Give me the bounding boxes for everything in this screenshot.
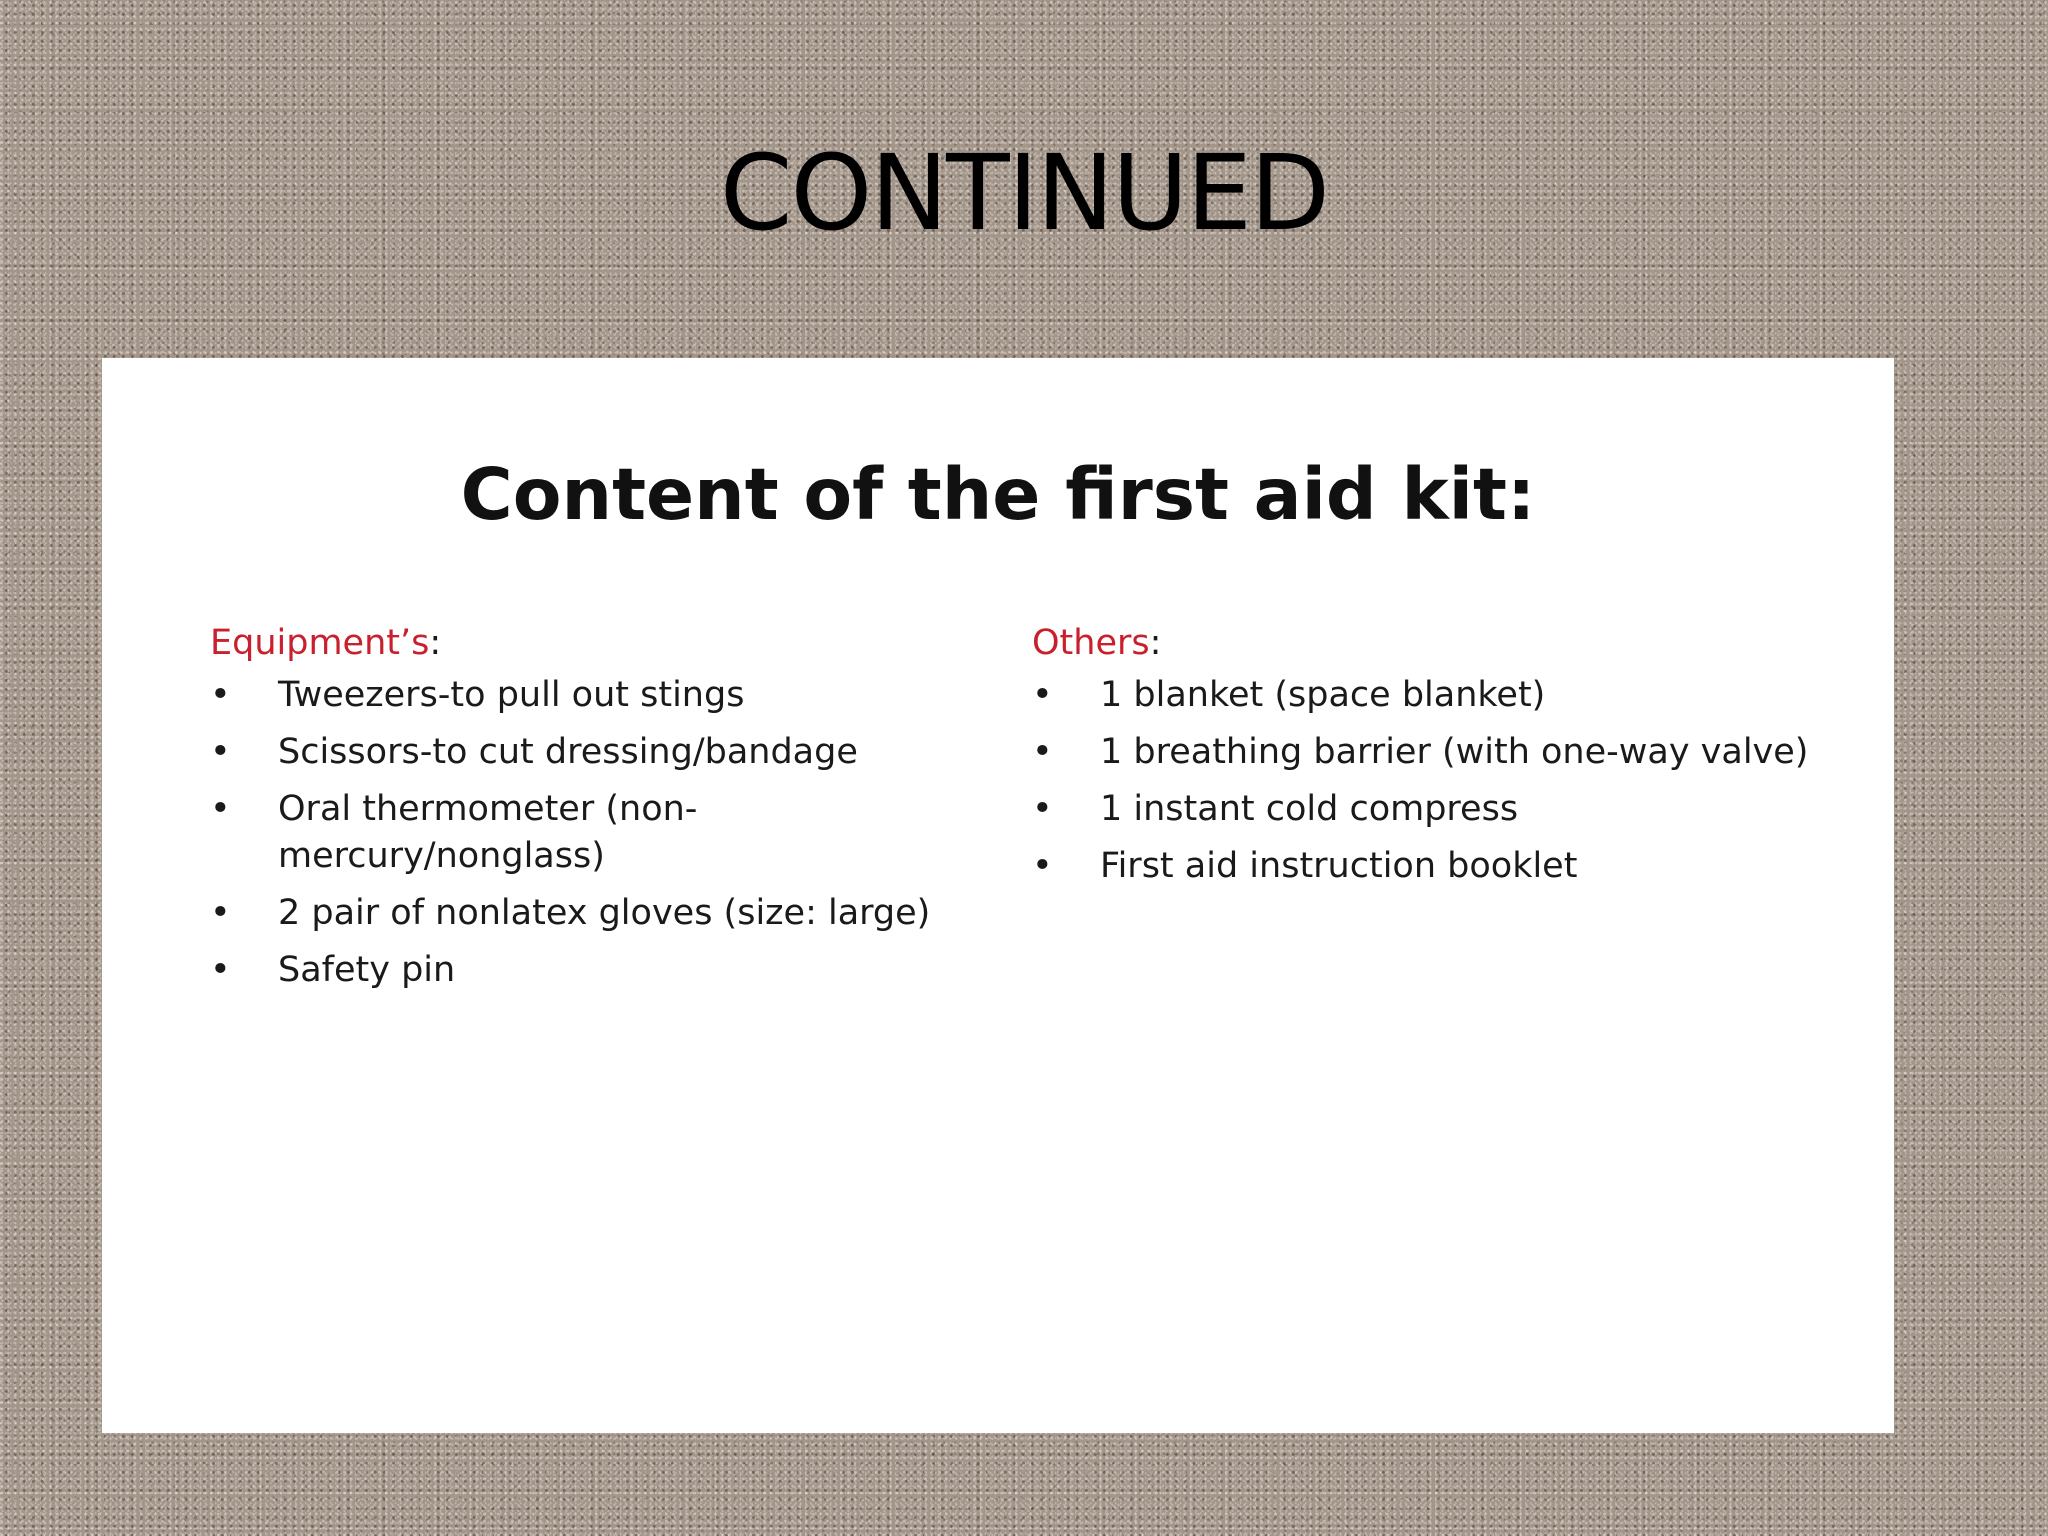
bullet-icon: • — [210, 950, 231, 990]
equipment-header — [210, 614, 970, 672]
list-item-text: 1 breathing barrier (with one-way valve) — [1100, 732, 1809, 772]
list-item — [1032, 729, 1822, 776]
list-item-text: Tweezers-to pull out stings — [278, 675, 745, 715]
list-item-text: 2 pair of nonlatex gloves (size: large) — [278, 893, 931, 933]
list-item-text: First aid instruction booklet — [1100, 846, 1578, 886]
others-header-colon: : — [1149, 623, 1162, 663]
equipment-list — [210, 672, 970, 994]
equipment-header-label: Equipment’s — [210, 623, 430, 663]
list-item — [1032, 843, 1822, 890]
bullet-icon: • — [210, 675, 231, 715]
equipment-header-colon: : — [429, 623, 442, 663]
slide-title: CONTINUED — [719, 132, 1329, 254]
bullet-icon: • — [1032, 789, 1053, 829]
list-item-text: 1 blanket (space blanket) — [1100, 675, 1546, 715]
bullet-icon: • — [1032, 732, 1053, 772]
content-image-panel — [102, 358, 1894, 1433]
list-item — [210, 947, 970, 994]
list-item — [1032, 786, 1822, 833]
others-header-label: Others — [1032, 623, 1150, 663]
list-item — [1032, 672, 1822, 719]
bullet-icon: • — [1032, 675, 1053, 715]
list-item — [210, 786, 970, 880]
bullet-icon: • — [210, 732, 231, 772]
list-item-text: 1 instant cold compress — [1100, 789, 1519, 829]
others-column — [1032, 614, 1822, 900]
bullet-icon: • — [210, 789, 231, 829]
list-item-text: Safety pin — [278, 950, 456, 990]
bullet-icon: • — [210, 893, 231, 933]
panel-heading: Content of the first aid kit: — [460, 453, 1536, 536]
list-item-text: Oral thermometer (non-mercury/nonglass) — [278, 789, 698, 876]
equipment-column — [210, 614, 970, 1004]
list-item-text: Scissors-to cut dressing/bandage — [278, 732, 858, 772]
others-header — [1032, 614, 1822, 672]
list-item — [210, 890, 970, 937]
list-item — [210, 729, 970, 776]
bullet-icon: • — [1032, 846, 1053, 886]
others-list — [1032, 672, 1822, 890]
list-item — [210, 672, 970, 719]
